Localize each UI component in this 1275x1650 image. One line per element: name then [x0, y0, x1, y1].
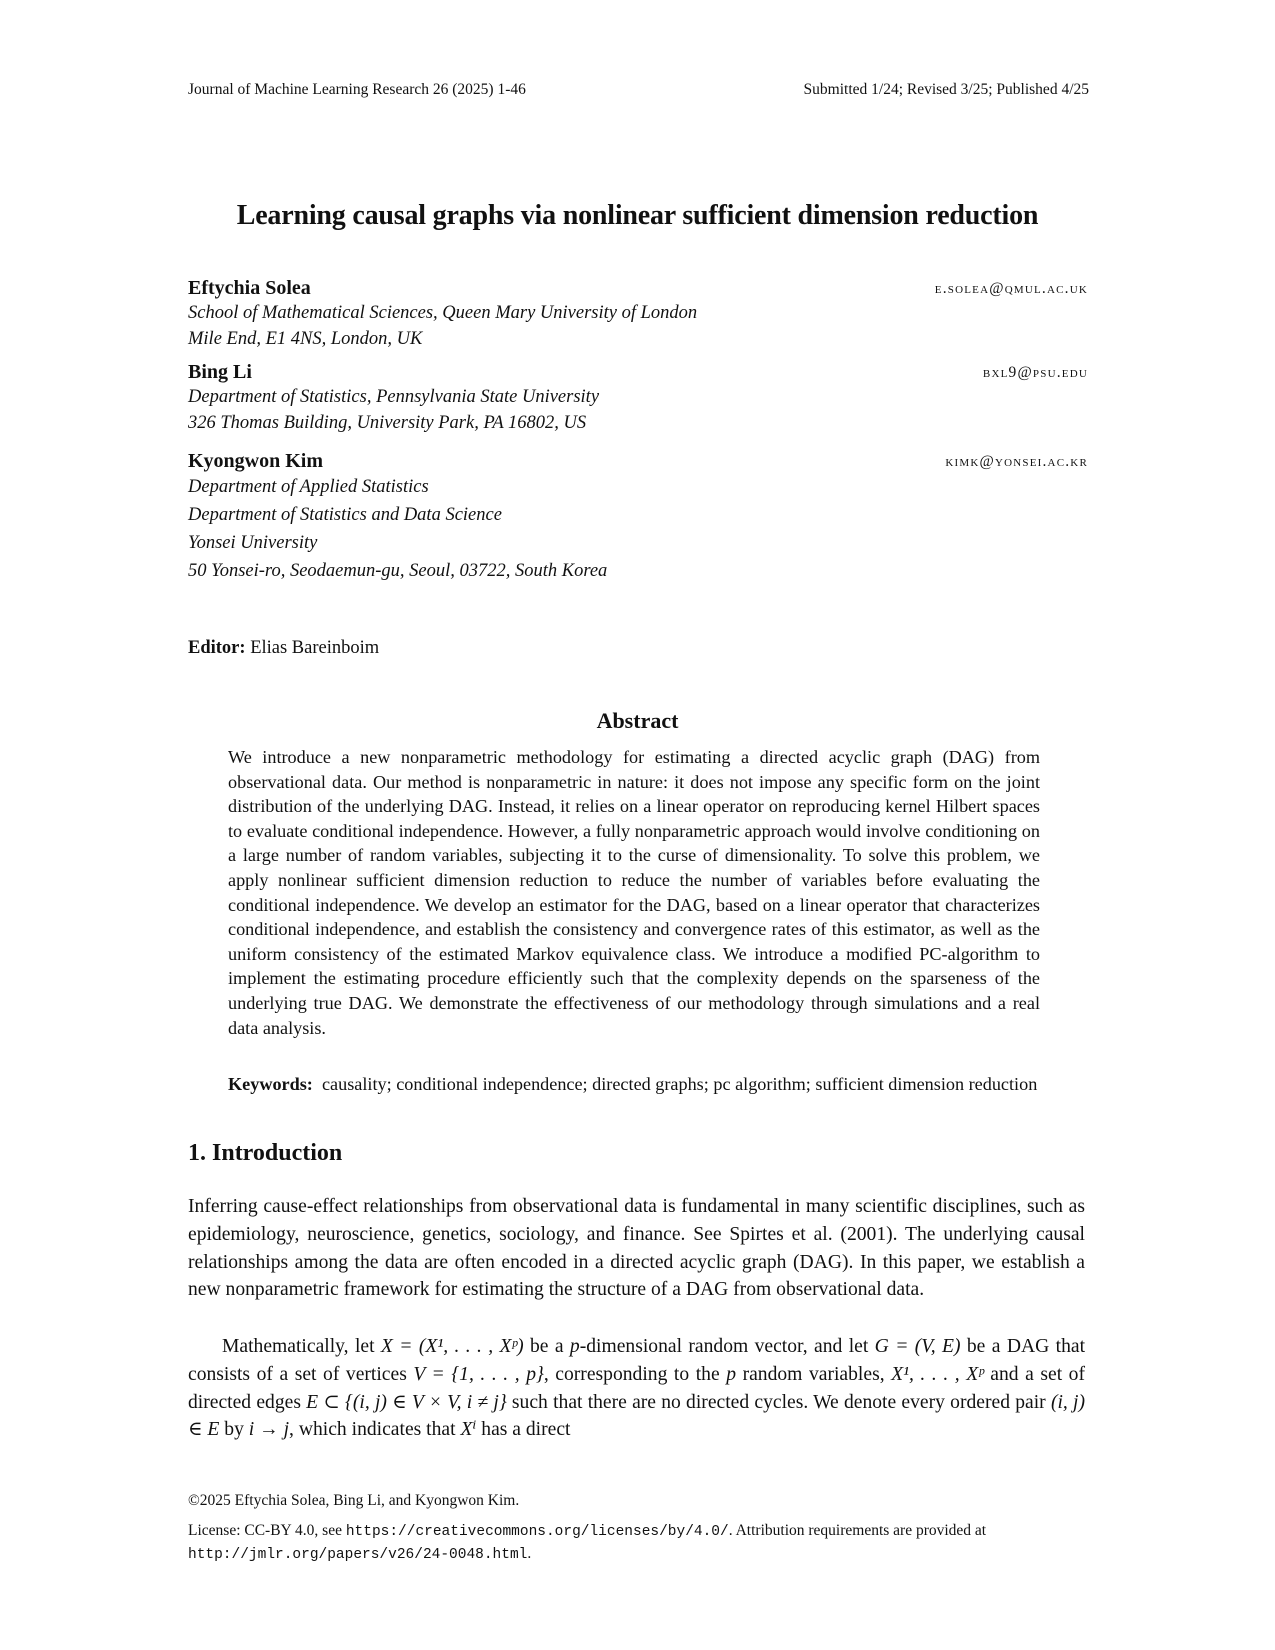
- abstract-text: We introduce a new nonparametric methodology for estimating a directed acyclic graph (DAG) from observational data. Our method is nonparametric in nature: it does not impose any specific form on the joint distribution of the underlying DAG. Instead, it relies on a linear operator on reproducing kernel Hilbert spaces to evaluate conditional independence. However, a fully nonparametric approach would involve conditioning on a large number of random variables, subjecting it to the curse of dimensionality. To solve this problem, we apply nonlinear sufficient dimension reduction to reduce the number of variables before evaluating the conditional independence. We develop an estimator for the DAG, based on a linear operator that characterizes conditional independence, and establish the consistency and convergence rates of this estimator, as well as the uniform consistency of the estimated Markov equivalence class. We introduce a modified PC-algorithm to implement the estimating procedure efficiently such that the complexity depends on the sparseness of the underlying true DAG. We demonstrate the effectiveness of our methodology through simulations and a real data analysis.: [228, 747, 1040, 1038]
- math-inline: X = (X¹, . . . , Xᵖ): [380, 1336, 524, 1357]
- math-inline: p: [569, 1336, 580, 1357]
- text-run: and a set of directed edges: [188, 1363, 1086, 1413]
- keywords: [228, 1072, 1040, 1097]
- submission-dates: Submitted 1/24; Revised 3/25; Published 4/25: [803, 81, 1089, 98]
- keywords-text: causality; conditional independence; directed graphs; pc algorithm; sufficient dimension reduction: [321, 1074, 1038, 1094]
- author-affiliation-line: 326 Thomas Building, University Park, PA 16802, US: [188, 413, 587, 433]
- author-block-3: [188, 450, 1088, 585]
- math-inline: i → j: [248, 1419, 290, 1441]
- author-affiliation-line: Department of Applied Statistics: [188, 477, 429, 497]
- text-run: -dimensional random vector, and let: [579, 1336, 875, 1357]
- license-link[interactable]: https://creativecommons.org/licenses/by/4.0/: [345, 1524, 729, 1540]
- text-run: , which indicates that: [289, 1419, 461, 1441]
- section-heading: 1. Introduction: [188, 1140, 343, 1166]
- copyright-notice: ©2025 Eftychia Solea, Bing Li, and Kyongwon Kim.: [188, 1492, 520, 1509]
- author-email[interactable]: bxl9@psu.edu: [982, 364, 1088, 381]
- author-block-1: [188, 277, 1088, 352]
- author-name: Eftychia Solea: [188, 277, 311, 299]
- text-run: random variables,: [736, 1363, 892, 1385]
- math-inline: Xⁱ: [460, 1419, 477, 1441]
- author-affiliation-line: Department of Statistics and Data Science: [188, 505, 502, 525]
- license-text: . Attribution requirements are provided at: [728, 1522, 987, 1539]
- math-inline: p: [726, 1363, 737, 1385]
- author-name: Bing Li: [188, 361, 252, 383]
- author-name: Kyongwon Kim: [188, 450, 324, 472]
- text-run: be a DAG that consists of a set of vertices: [188, 1336, 1086, 1385]
- author-affiliation-line: 50 Yonsei-ro, Seodaemun-gu, Seoul, 03722, South Korea: [188, 561, 608, 581]
- editor-label: Editor:: [188, 638, 246, 658]
- license-text: License: CC-BY 4.0, see: [188, 1522, 346, 1539]
- math-inline: G = (V, E): [874, 1336, 961, 1357]
- author-affiliation-line: Department of Statistics, Pennsylvania State University: [188, 387, 600, 407]
- author-affiliation-line: School of Mathematical Sciences, Queen Mary University of London: [188, 303, 698, 323]
- paper-title: Learning causal graphs via nonlinear sufficient dimension reduction: [236, 200, 1039, 231]
- math-inline: V = {1, . . . , p}: [413, 1363, 544, 1385]
- text-run: by: [219, 1419, 249, 1441]
- paper-link[interactable]: http://jmlr.org/papers/v26/24-0048.html: [188, 1547, 528, 1563]
- text-run: such that there are no directed cycles. We denote every ordered pair: [506, 1391, 1051, 1413]
- license-text: .: [527, 1545, 532, 1562]
- math-inline: E ⊂ {(i, j) ∈ V × V, i ≠ j}: [306, 1391, 507, 1413]
- author-affiliation-line: Mile End, E1 4NS, London, UK: [188, 329, 423, 349]
- text-run: has a direct: [476, 1419, 571, 1441]
- abstract-heading: Abstract: [596, 708, 679, 733]
- keywords-label: Keywords:: [228, 1074, 313, 1094]
- journal-header: Journal of Machine Learning Research 26 (2025) 1-46: [188, 81, 526, 98]
- intro-paragraph-1: Inferring cause-effect relationships from observational data is fundamental in many scientific disciplines, such as epidemiology, neuroscience, genetics, sociology, and finance. See Spirtes et al. (2001). The underlying causal relationships among the data are often encoded in a directed acyclic graph (DAG). In this paper, we establish a new nonparametric framework for estimating the structure of a DAG from observational data.: [188, 1196, 1085, 1301]
- author-affiliation-line: Yonsei University: [188, 533, 318, 553]
- license-notice: [188, 1520, 1088, 1566]
- intro-paragraph-2: [188, 1333, 1085, 1444]
- editor-line: [188, 638, 379, 659]
- math-inline: (i, j) ∈ E: [188, 1391, 1086, 1441]
- author-email[interactable]: e.solea@qmul.ac.uk: [934, 280, 1088, 297]
- author-email[interactable]: kimk@yonsei.ac.kr: [945, 453, 1088, 470]
- text-run: be a: [523, 1336, 570, 1357]
- math-inline: X¹, . . . , Xᵖ: [891, 1363, 984, 1385]
- text-run: , corresponding to the: [543, 1363, 727, 1385]
- text-run: Mathematically, let: [222, 1336, 381, 1357]
- editor-name: Elias Bareinboim: [250, 638, 380, 658]
- author-block-2: [188, 361, 1088, 436]
